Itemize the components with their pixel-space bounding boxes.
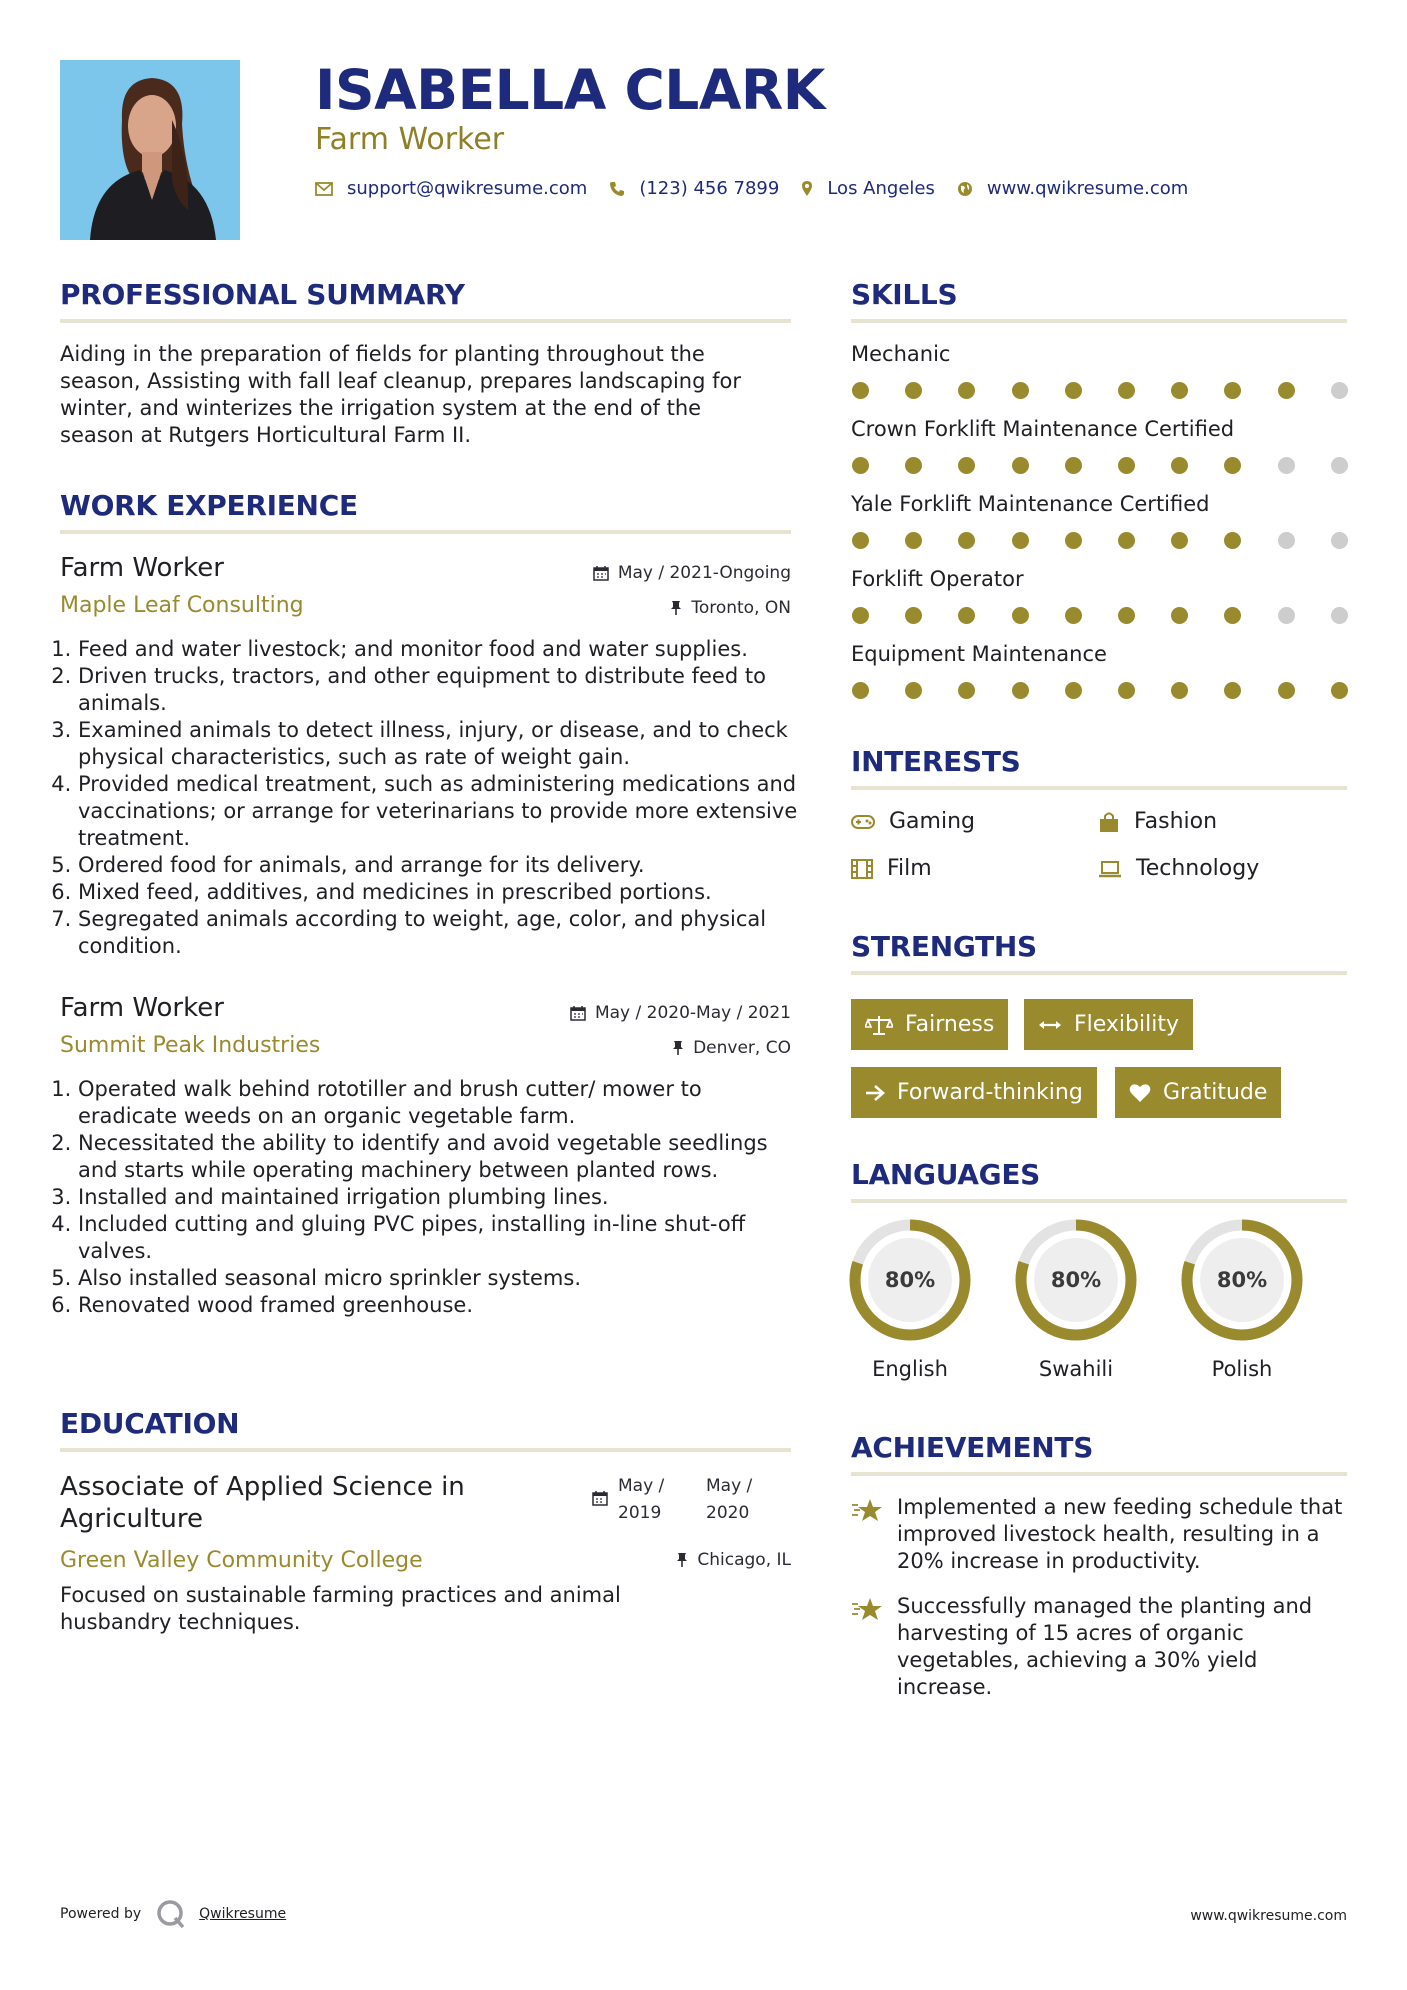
rating-dot-filled (1012, 457, 1029, 474)
candidate-title: Farm Worker (315, 122, 505, 157)
rating-dot-filled (1331, 682, 1348, 699)
strengths-rule (851, 971, 1347, 975)
experience-heading: WORK EXPERIENCE (60, 489, 358, 522)
duty-item: 1. Feed and water livestock; and monitor food and water supplies. (78, 636, 800, 663)
duty-item: 2. Driven trucks, tractors, and other equipment to distribute feed to animals. (78, 663, 800, 717)
job-location-text: Denver, CO (693, 1038, 791, 1058)
rating-dot-filled (958, 382, 975, 399)
rating-dot-filled (958, 607, 975, 624)
rating-dot-filled (1224, 532, 1241, 549)
interest-label: Gaming (889, 809, 975, 834)
gauge-percent: 80% (1050, 1268, 1102, 1292)
summary-rule (60, 319, 791, 323)
rating-dot-filled (1171, 382, 1188, 399)
brand-link[interactable]: Qwikresume (199, 1906, 287, 1922)
rating-dot-filled (1171, 457, 1188, 474)
rating-dot-filled (1171, 682, 1188, 699)
candidate-name: ISABELLA CLARK (315, 58, 825, 122)
language-name: English (872, 1357, 948, 1381)
experience-rule (60, 530, 791, 534)
achievement-item (851, 1494, 1347, 1575)
rating-dot-filled (905, 532, 922, 549)
website-text: www.qwikresume.com (986, 178, 1189, 199)
rating-dot-empty (1278, 532, 1295, 549)
rating-dot-filled (852, 382, 869, 399)
job-title: Farm Worker (60, 553, 224, 583)
rating-dot-filled (1012, 382, 1029, 399)
globe-icon (957, 181, 973, 197)
language-name: Polish (1211, 1357, 1273, 1381)
rating-dot-empty (1278, 457, 1295, 474)
strength-tag (1115, 1067, 1281, 1118)
edu-location-text: Chicago, IL (697, 1550, 791, 1570)
rating-dot-filled (1065, 382, 1082, 399)
rating-dot-filled (905, 682, 922, 699)
rating-dot-empty (1331, 607, 1348, 624)
strength-tag (851, 999, 1008, 1050)
job-title: Farm Worker (60, 993, 224, 1023)
education-rule (60, 1448, 791, 1452)
rating-dot-filled (1224, 682, 1241, 699)
summary-line: season at Rutgers Horticultural Farm II. (60, 423, 472, 447)
envelope-icon (315, 182, 333, 196)
rating-dot-filled (1278, 382, 1295, 399)
degree-line: Associate of Applied Science in (60, 1472, 465, 1502)
rating-dot-filled (852, 607, 869, 624)
duty-item: 2. Necessitated the ability to identify and avoid vegetable seedlings and starts while operating machinery between planted rows. (78, 1130, 780, 1184)
laptop-icon (1098, 860, 1122, 878)
job-date-text: May / 2021-Ongoing (617, 563, 791, 583)
strength-label: Fairness (905, 1012, 995, 1037)
film-icon (851, 859, 873, 879)
strength-label: Forward-thinking (897, 1080, 1083, 1105)
duty-item: 6. Mixed feed, additives, and medicines in prescribed portions. (78, 879, 800, 906)
shopping-bag-icon (1098, 811, 1120, 833)
edu-start-year: 2019 (618, 1503, 662, 1523)
strength-label: Flexibility (1074, 1012, 1179, 1037)
edu-end-year: 2020 (706, 1503, 750, 1523)
rating-dot-filled (1118, 607, 1135, 624)
rating-dot-filled (1012, 607, 1029, 624)
rating-dot-filled (1171, 607, 1188, 624)
duty-item: 1. Operated walk behind rototiller and brush cutter/ mower to eradicate weeds on an organic vegetable farm. (78, 1076, 780, 1130)
job-duties (60, 636, 800, 960)
rating-dot-filled (905, 457, 922, 474)
pushpin-icon (670, 600, 682, 616)
interest-label: Technology (1136, 856, 1260, 881)
gauge-percent: 80% (884, 1268, 936, 1292)
language-gauge (1180, 1218, 1304, 1346)
rating-dot-filled (1171, 532, 1188, 549)
rating-dot-filled (1118, 382, 1135, 399)
summary-line: winter, and winterizes the irrigation system at the end of the (60, 396, 702, 420)
skills-rule (851, 319, 1347, 323)
achievement-item (851, 1593, 1347, 1701)
edu-description (60, 1582, 780, 1636)
interests-rule (851, 786, 1347, 790)
arrows-horizontal-icon (1038, 1018, 1062, 1032)
footer-powered-by (60, 1898, 286, 1930)
interests-heading: INTERESTS (851, 745, 1021, 778)
degree-title (60, 1471, 465, 1535)
edu-start-date (618, 1473, 664, 1527)
job-company: Maple Leaf Consulting (60, 593, 304, 618)
gamepad-icon (851, 814, 875, 830)
edu-end-date (706, 1473, 752, 1527)
language-gauge (848, 1218, 972, 1346)
strength-tag (851, 1067, 1097, 1118)
skill-rating (852, 682, 1384, 699)
rating-dot-filled (1118, 457, 1135, 474)
summary-heading: PROFESSIONAL SUMMARY (60, 278, 465, 311)
strength-label: Gratitude (1163, 1080, 1268, 1105)
phone-text: (123) 456 7899 (639, 178, 780, 199)
achievement-text: Successfully managed the planting and harvesting of 15 acres of organic vegetables, achieving a 30% yield increase. (897, 1594, 1313, 1699)
rating-dot-filled (1118, 532, 1135, 549)
profile-photo (60, 60, 240, 240)
phone-icon (609, 181, 625, 197)
rating-dot-filled (1118, 682, 1135, 699)
duty-item: 3. Installed and maintained irrigation plumbing lines. (78, 1184, 780, 1211)
skill-name: Forklift Operator (851, 567, 1024, 591)
summary-text (60, 341, 800, 449)
rating-dot-filled (958, 532, 975, 549)
qwikresume-logo-icon (155, 1898, 187, 1930)
strengths-heading: STRENGTHS (851, 930, 1037, 963)
rating-dot-filled (1012, 682, 1029, 699)
school-name: Green Valley Community College (60, 1548, 423, 1573)
education-heading: EDUCATION (60, 1407, 240, 1440)
rating-dot-filled (852, 532, 869, 549)
rating-dot-filled (1224, 607, 1241, 624)
rating-dot-filled (1012, 532, 1029, 549)
pushpin-icon (672, 1040, 684, 1056)
strength-tag (1024, 999, 1193, 1050)
languages-rule (851, 1199, 1347, 1203)
duty-item: 6. Renovated wood framed greenhouse. (78, 1292, 780, 1319)
job-date (570, 1003, 791, 1023)
edu-location (676, 1550, 791, 1570)
heart-icon (1129, 1083, 1151, 1103)
contact-website[interactable] (957, 178, 1188, 199)
job-location (670, 598, 791, 618)
rating-dot-filled (1065, 457, 1082, 474)
pushpin-icon (676, 1552, 688, 1568)
rating-dot-filled (958, 457, 975, 474)
rating-dot-empty (1331, 457, 1348, 474)
summary-line: Aiding in the preparation of fields for planting throughout the (60, 342, 705, 366)
rating-dot-filled (852, 682, 869, 699)
skill-rating (852, 607, 1384, 624)
job-duties (60, 1076, 780, 1319)
duty-item: 3. Examined animals to detect illness, injury, or disease, and to check physical characteristics, such as rate of weight gain. (78, 717, 800, 771)
edu-end-month: May / (706, 1476, 753, 1496)
skill-name: Yale Forklift Maintenance Certified (851, 492, 1210, 516)
rating-dot-empty (1278, 607, 1295, 624)
achievements-rule (851, 1472, 1347, 1476)
duty-item: 5. Also installed seasonal micro sprinkler systems. (78, 1265, 780, 1292)
rating-dot-filled (1224, 382, 1241, 399)
edu-desc-line: husbandry techniques. (60, 1610, 301, 1634)
duty-item: 7. Segregated animals according to weight, age, color, and physical condition. (78, 906, 800, 960)
job-location-text: Toronto, ON (691, 598, 791, 618)
achievements-heading: ACHIEVEMENTS (851, 1431, 1094, 1464)
job-date-text: May / 2020-May / 2021 (594, 1003, 791, 1023)
job-location (672, 1038, 791, 1058)
job-company: Summit Peak Industries (60, 1033, 321, 1058)
rating-dot-filled (1065, 682, 1082, 699)
skill-rating (852, 457, 1384, 474)
language-name: Swahili (1038, 1357, 1114, 1381)
skill-name: Mechanic (851, 342, 951, 366)
edu-desc-line: Focused on sustainable farming practices and animal (60, 1583, 621, 1607)
star-medal-icon (851, 1497, 883, 1523)
location-text: Los Angeles (827, 178, 935, 199)
gauge-percent: 80% (1216, 1268, 1268, 1292)
interest-item (851, 856, 932, 881)
duty-item: 5. Ordered food for animals, and arrange for its delivery. (78, 852, 800, 879)
skill-name: Equipment Maintenance (851, 642, 1107, 666)
duty-item: 4. Provided medical treatment, such as administering medications and vaccinations; or arrange for veterinarians to provide more extensive treatment. (78, 771, 800, 852)
rating-dot-filled (852, 457, 869, 474)
rating-dot-filled (905, 382, 922, 399)
interest-item (1098, 809, 1217, 834)
interest-item (851, 809, 975, 834)
map-pin-icon (801, 180, 813, 197)
duty-item: 4. Included cutting and gluing PVC pipes, installing in-line shut-off valves. (78, 1211, 780, 1265)
languages-heading: LANGUAGES (851, 1158, 1041, 1191)
rating-dot-filled (1065, 607, 1082, 624)
interest-label: Film (887, 856, 932, 881)
job-date (593, 563, 791, 583)
rating-dot-filled (958, 682, 975, 699)
email-text: support@qwikresume.com (347, 178, 588, 199)
footer-url[interactable]: www.qwikresume.com (1190, 1908, 1347, 1924)
rating-dot-empty (1331, 382, 1348, 399)
powered-by-label: Powered by (60, 1906, 142, 1922)
rating-dot-filled (1278, 682, 1295, 699)
skills-heading: SKILLS (851, 278, 958, 311)
balance-scale-icon (865, 1014, 893, 1036)
contact-bar (315, 178, 1210, 199)
language-gauge (1014, 1218, 1138, 1346)
star-medal-icon (851, 1596, 883, 1622)
arrow-right-icon (865, 1084, 885, 1102)
degree-line: Agriculture (60, 1504, 203, 1534)
skill-name: Crown Forklift Maintenance Certified (851, 417, 1235, 441)
achievement-text: Implemented a new feeding schedule that improved livestock health, resulting in a 20% increase in productivity. (897, 1495, 1343, 1573)
edu-start-month: May / (618, 1476, 665, 1496)
summary-line: season, Assisting with fall leaf cleanup, prepares landscaping for (60, 369, 741, 393)
contact-location (801, 178, 935, 199)
interest-label: Fashion (1134, 809, 1218, 834)
contact-email[interactable] (315, 178, 587, 199)
calendar-icon (592, 1490, 608, 1510)
contact-phone[interactable] (609, 178, 779, 199)
rating-dot-filled (1224, 457, 1241, 474)
interest-item (1098, 856, 1259, 881)
rating-dot-filled (905, 607, 922, 624)
calendar-icon (593, 565, 609, 581)
calendar-icon (570, 1005, 586, 1021)
rating-dot-filled (1065, 532, 1082, 549)
rating-dot-empty (1331, 532, 1348, 549)
skill-rating (852, 382, 1384, 399)
skill-rating (852, 532, 1384, 549)
